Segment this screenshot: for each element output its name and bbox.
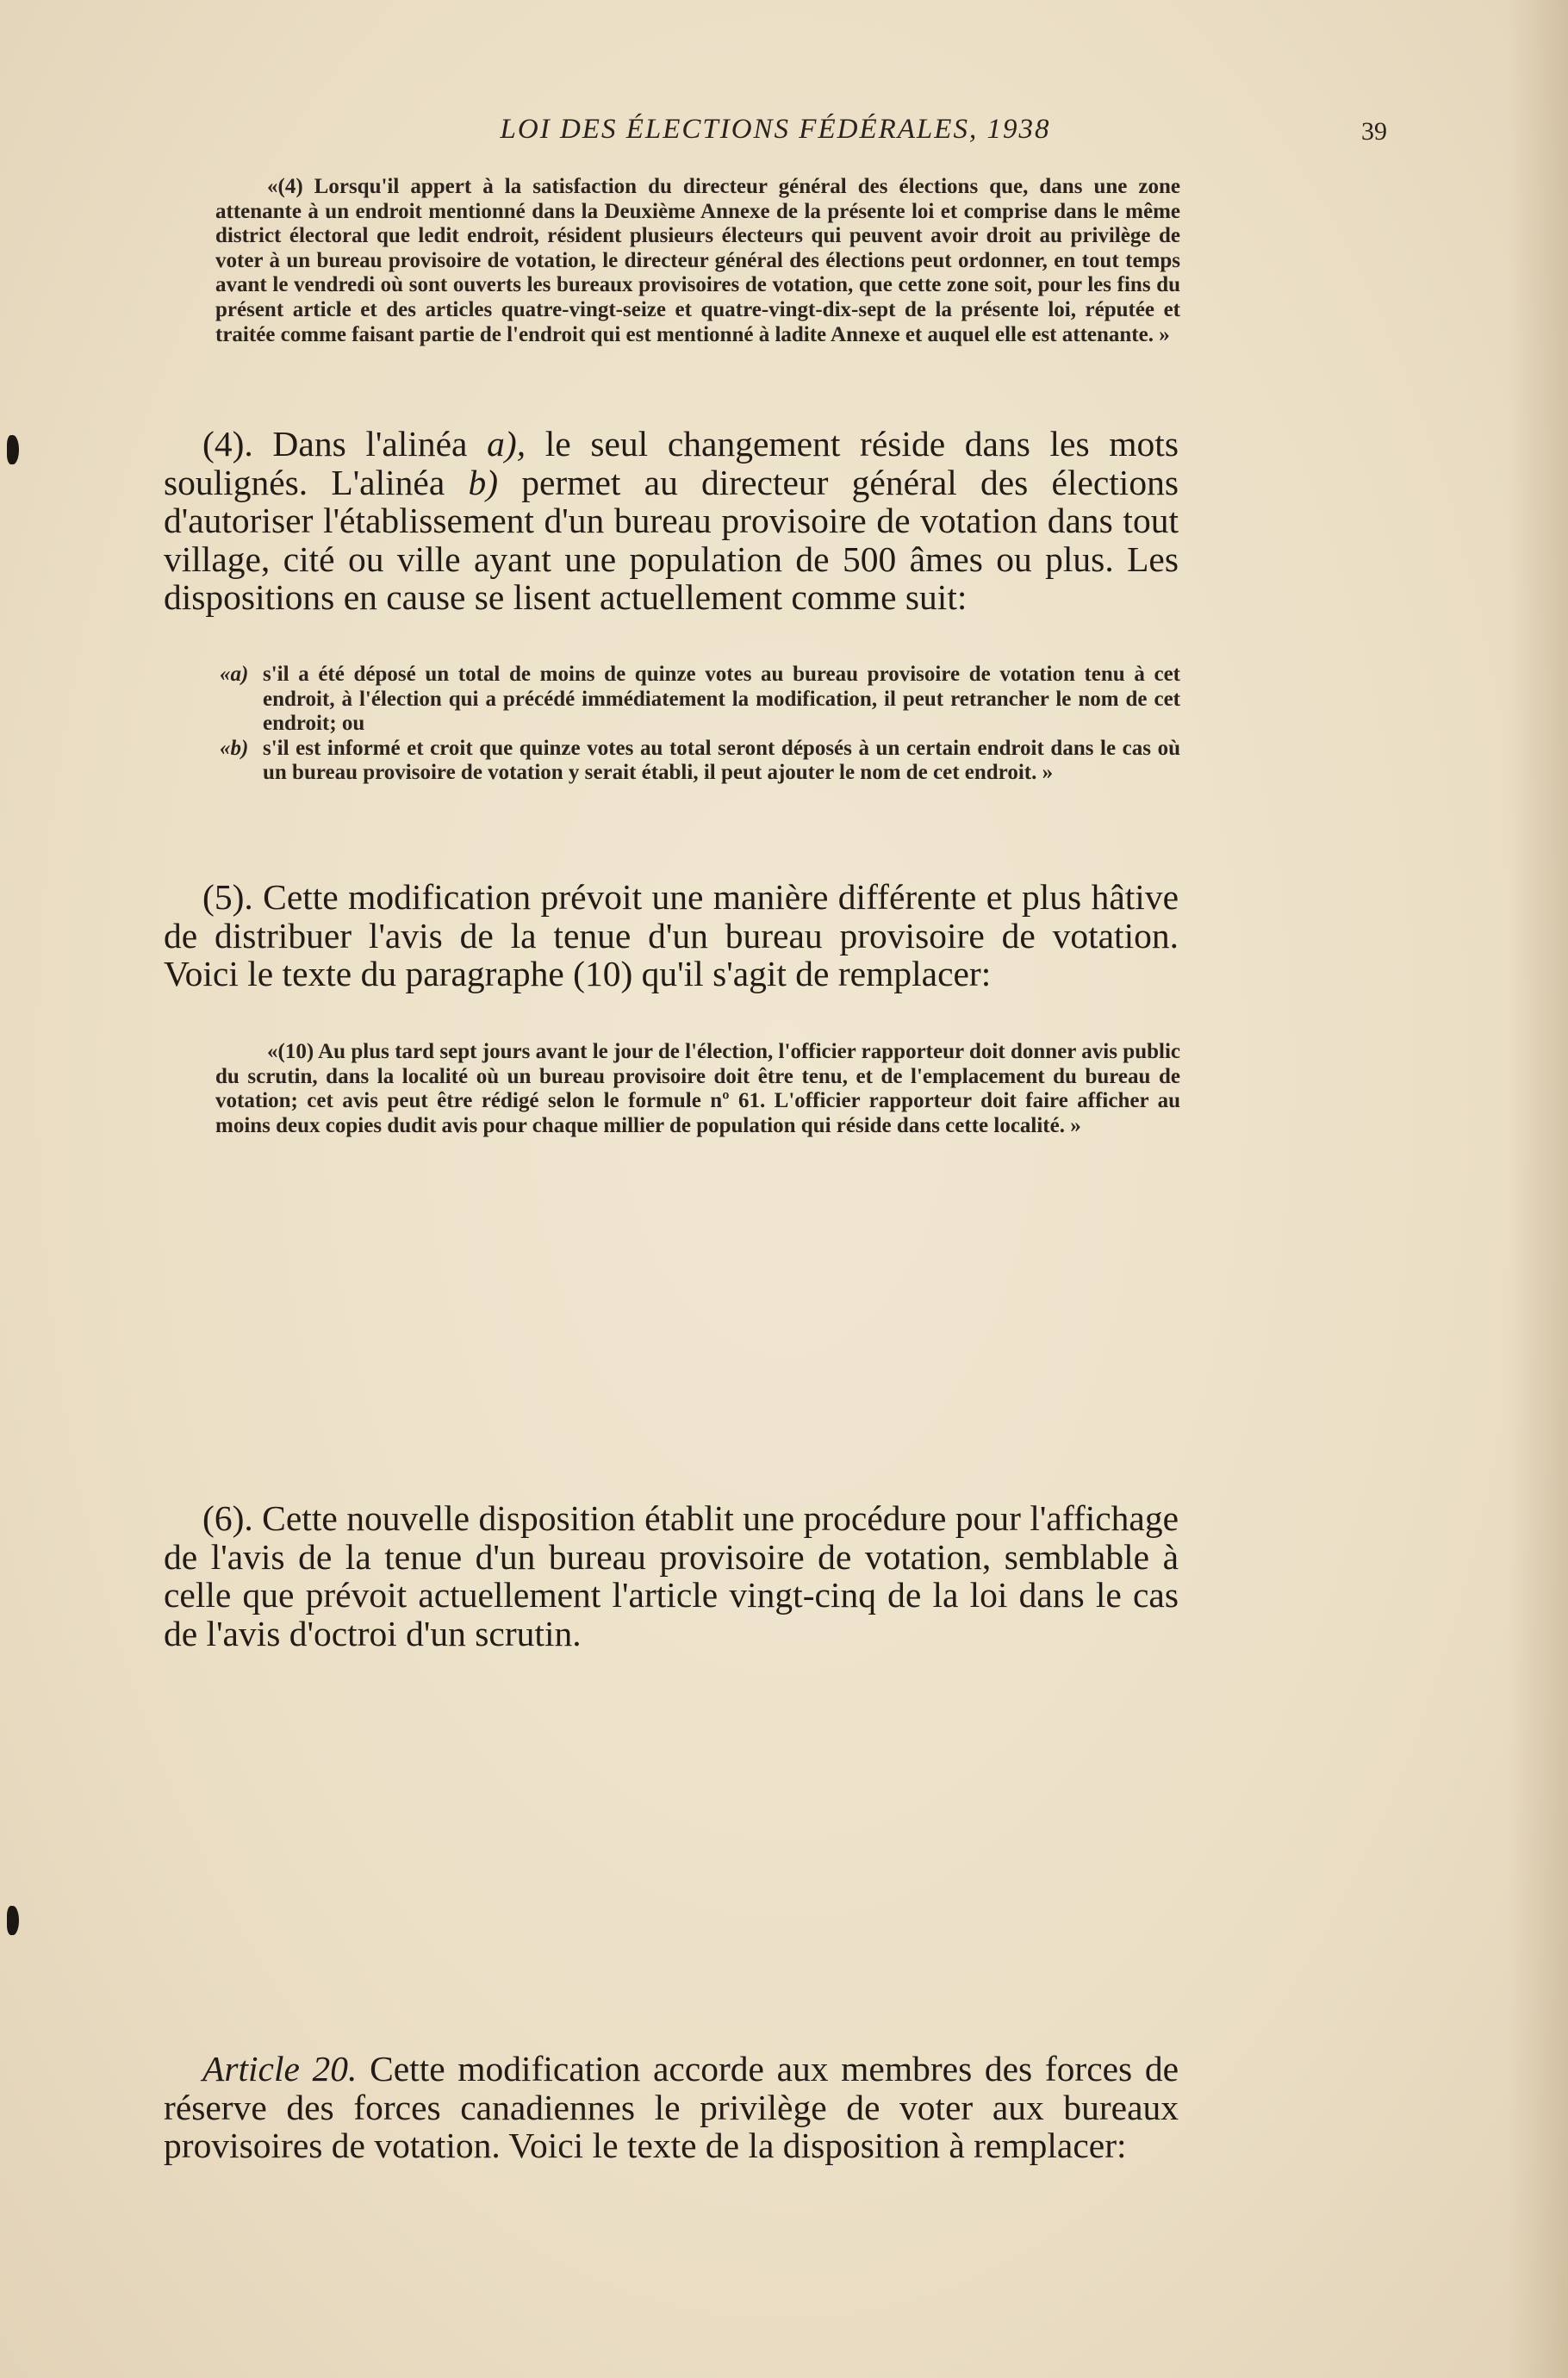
note-paragraph-5	[164, 878, 1179, 993]
page-number: 39	[1361, 117, 1387, 146]
article-20-text	[164, 2050, 1179, 2165]
page-edge-shadow	[1508, 0, 1568, 2378]
running-title: LOI DES ÉLECTIONS FÉDÉRALES, 1938	[500, 114, 1051, 145]
note-5-text: (5). Cette modification prévoit une manière différente et plus hâtive de distribuer l'avis de la tenue d'un bureau provisoire de votation. Voici le texte du paragraphe (10) qu'il s'agit de remplacer:	[164, 877, 1179, 994]
clause-text: s'il est informé et croit que quinze votes au total seront déposés à un certain endroit dans le cas où un bureau provisoire de votation y serait établi, il peut ajouter le nom de cet endroit. »	[263, 736, 1180, 785]
binding-hole-mark	[7, 435, 19, 464]
quote-paragraph: «(4) Lorsqu'il appert à la satisfaction du directeur général des élections que, dans une zone attenante à un endroit mentionné dans la Deuxième Annexe de la présente loi et comprise dans le même district électoral que ledit endroit, résident plusieurs électeurs qui peuvent avoir droit au privilège de voter à un bureau provisoire de votation, le directeur général des élections peut ordonner, en tout temps avant le vendredi où sont ouverts les bureaux provisoires de votation, que cette zone soit, pour les fins du présent article et des articles quatre-vingt-seize et quatre-vingt-dix-sept de la présente loi, réputée et traitée comme faisant partie de l'endroit qui est mentionné à ladite Annexe et auquel elle est attenante. »	[215, 175, 1180, 346]
clause-text: s'il a été déposé un total de moins de quinze votes au bureau provisoire de votation tenu à cet endroit, à l'élection qui a précédé immédiatement la modification, il peut retrancher le nom de cet endroit; ou	[263, 663, 1180, 736]
clause-marker: «a)	[220, 663, 249, 686]
note-paragraph-6	[164, 1499, 1179, 1653]
quote-paragraph: «(10) Au plus tard sept jours avant le jour de l'élection, l'officier rapporteur doit donner avis public du scrutin, dans la localité où un bureau provisoire doit être tenu, et de l'emplacement du bureau de votation; cet avis peut être rédigé selon le formule nº 61. L'officier rapporteur doit faire afficher au moins deux copies dudit avis pour chaque millier de population qui réside dans cette localité. »	[215, 1040, 1180, 1137]
note-4-ref-b: b)	[468, 462, 499, 502]
quoted-subsection-4	[215, 175, 1180, 347]
note-paragraph-4	[164, 425, 1179, 617]
note-4-text	[164, 425, 1179, 617]
article-label: Article 20.	[202, 2049, 358, 2089]
quoted-clauses	[220, 663, 1180, 786]
note-6-text: (6). Cette nouvelle disposition établit une procédure pour l'affichage de l'avis de la tenue d'un bureau provisoire de votation, semblable à celle que prévoit actuellement l'article vingt-cinq de la loi dans le cas de l'avis d'octroi d'un scrutin.	[164, 1498, 1179, 1653]
page-header	[164, 114, 1387, 157]
note-4-lead: (4). Dans l'alinéa	[202, 424, 488, 464]
binding-hole-mark	[7, 1906, 19, 1935]
note-4-ref-a: a),	[487, 424, 526, 464]
article-20-paragraph	[164, 2050, 1179, 2165]
quoted-clause-b	[220, 737, 1180, 786]
note-4-tail: permet au directeur général des élections d'autoriser l'établissement d'un bureau provisoire de votation dans tout village, cité ou ville ayant une population de 500 âmes ou plus. Les dispositions en cause se lisent actuellement comme suit:	[164, 462, 1179, 618]
quoted-clause-a	[220, 663, 1180, 737]
clause-marker: «b)	[220, 736, 249, 760]
note-4-mid: le seul changement réside dans les mots soulignés. L'alinéa	[164, 424, 1179, 502]
quoted-subsection-10	[215, 1040, 1180, 1138]
article-20-body: Cette modification accorde aux membres des forces de réserve des forces canadiennes le privilège de voter aux bureaux provisoires de votation. Voici le texte de la disposition à remplacer:	[164, 2049, 1179, 2166]
